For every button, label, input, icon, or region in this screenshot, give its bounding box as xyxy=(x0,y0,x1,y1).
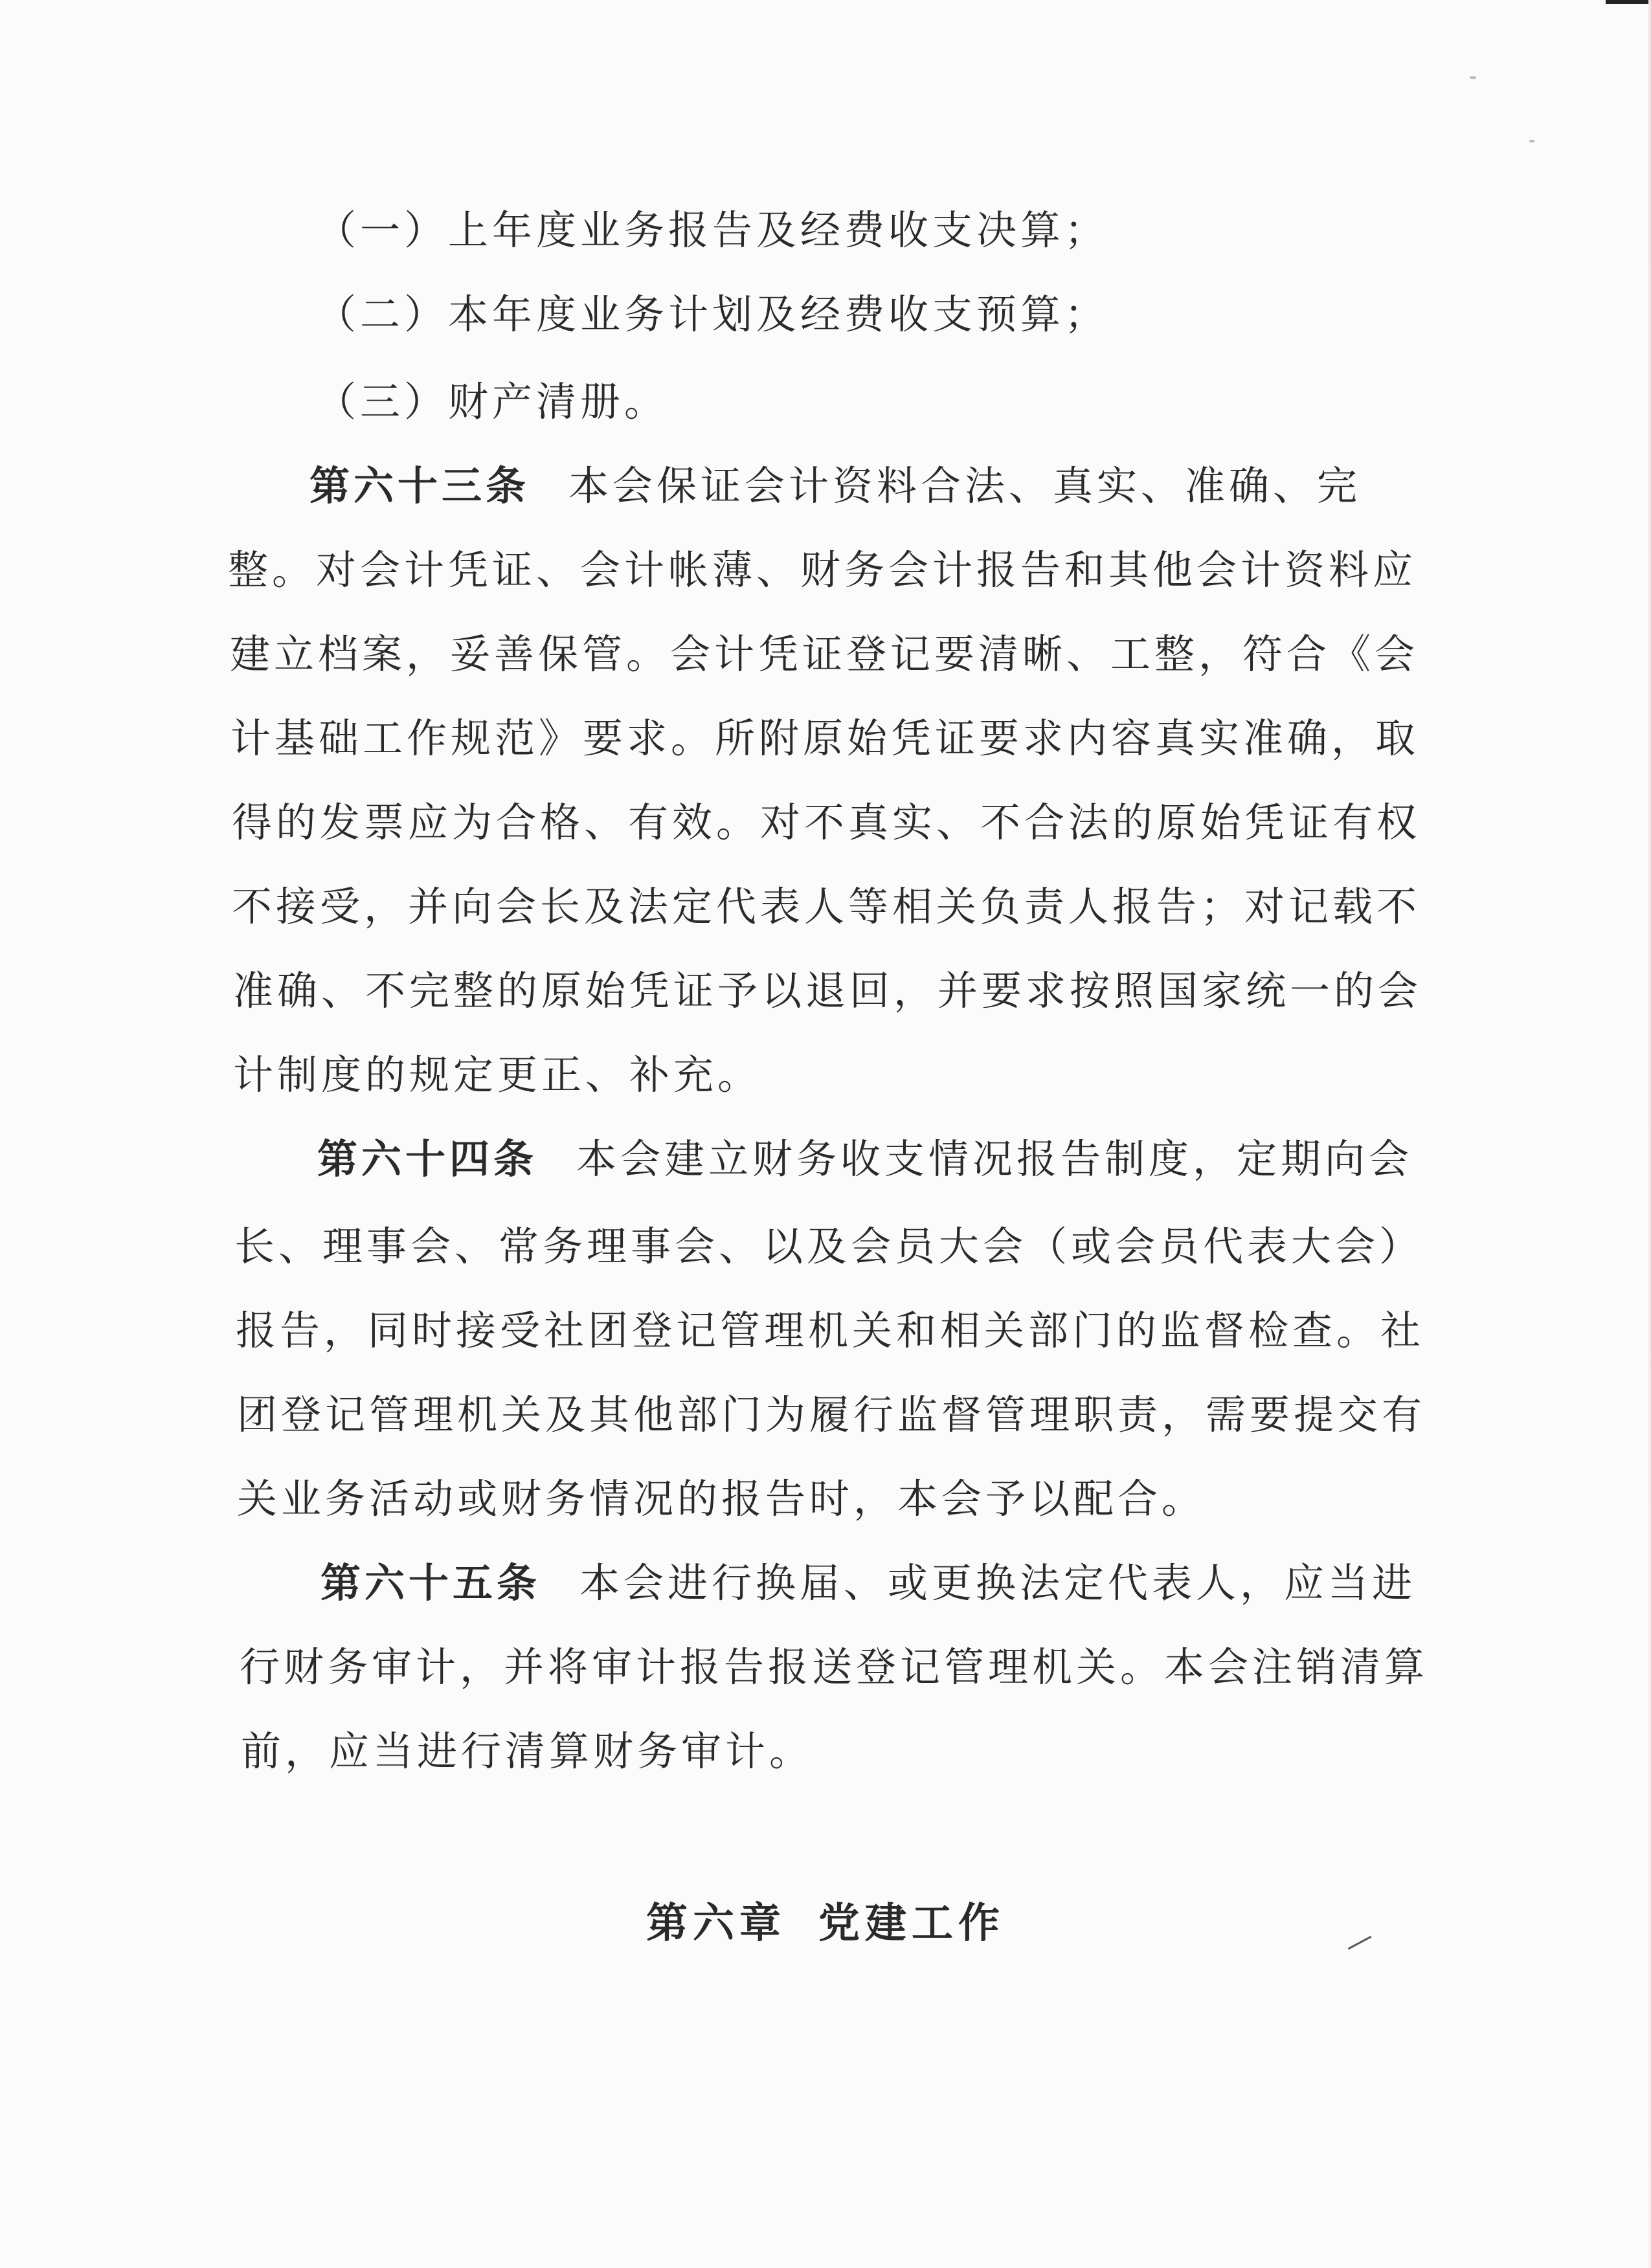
article-line: 整。对会计凭证、会计帐薄、财务会计报告和其他会计资料应 xyxy=(228,546,1417,594)
article-line: 关业务活动或财务情况的报告时，本会予以配合。 xyxy=(237,1475,1206,1522)
article-line: 报告，同时接受社团登记管理机关和相关部门的监督检查。社 xyxy=(236,1307,1425,1354)
scan-speck xyxy=(1470,76,1476,79)
scan-mark xyxy=(1606,0,1651,4)
article-line: 建立档案，妥善保管。会计凭证登记要清晰、工整，符合《会 xyxy=(230,630,1419,678)
article-line: 行财务审计，并将审计报告报送登记管理机关。本会注销清算 xyxy=(240,1643,1429,1691)
chapter-number: 第六章 xyxy=(646,1899,786,1948)
article-line: 计基础工作规范》要求。所附原始凭证要求内容真实准确，取 xyxy=(230,715,1420,762)
chapter-heading xyxy=(0,1890,1651,1948)
article-line: 长、理事会、常务理事会、以及会员大会（或会员代表大会） xyxy=(234,1223,1424,1270)
article-first-line xyxy=(309,462,1362,511)
article-heading: 第六十四条 xyxy=(317,1135,538,1183)
article-text: 本会建立财务收支情况报告制度，定期向会 xyxy=(576,1135,1413,1183)
article-heading: 第六十五条 xyxy=(320,1559,541,1606)
article-text: 本会保证会计资料合法、真实、准确、完 xyxy=(568,462,1362,509)
article-first-line xyxy=(317,1135,1413,1184)
article-heading: 第六十三条 xyxy=(309,462,530,509)
article-text: 本会进行换届、或更换法定代表人，应当进 xyxy=(579,1559,1417,1606)
article-line: 准确、不完整的原始凭证予以退回，并要求按照国家统一的会 xyxy=(233,967,1422,1014)
article-line: 不接受，并向会长及法定代表人等相关负责人报告；对记载不 xyxy=(232,883,1421,930)
scan-speck xyxy=(1529,140,1534,142)
article-line: 计制度的规定更正、补充。 xyxy=(233,1051,762,1098)
list-item: （三）财产清册。 xyxy=(316,378,669,425)
article-line: 团登记管理机关及其他部门为履行监督管理职责，需要提交有 xyxy=(237,1391,1426,1438)
article-line: 前，应当进行清算财务审计。 xyxy=(241,1728,814,1775)
chapter-title: 党建工作 xyxy=(818,1899,1005,1948)
article-line: 得的发票应为合格、有效。对不真实、不合法的原始凭证有权 xyxy=(232,799,1421,846)
list-item: （二）本年度业务计划及经费收支预算； xyxy=(316,291,1109,338)
list-item: （一）上年度业务报告及经费收支决算； xyxy=(316,206,1109,254)
article-first-line xyxy=(320,1559,1417,1608)
pen-mark xyxy=(1348,1936,1372,1950)
